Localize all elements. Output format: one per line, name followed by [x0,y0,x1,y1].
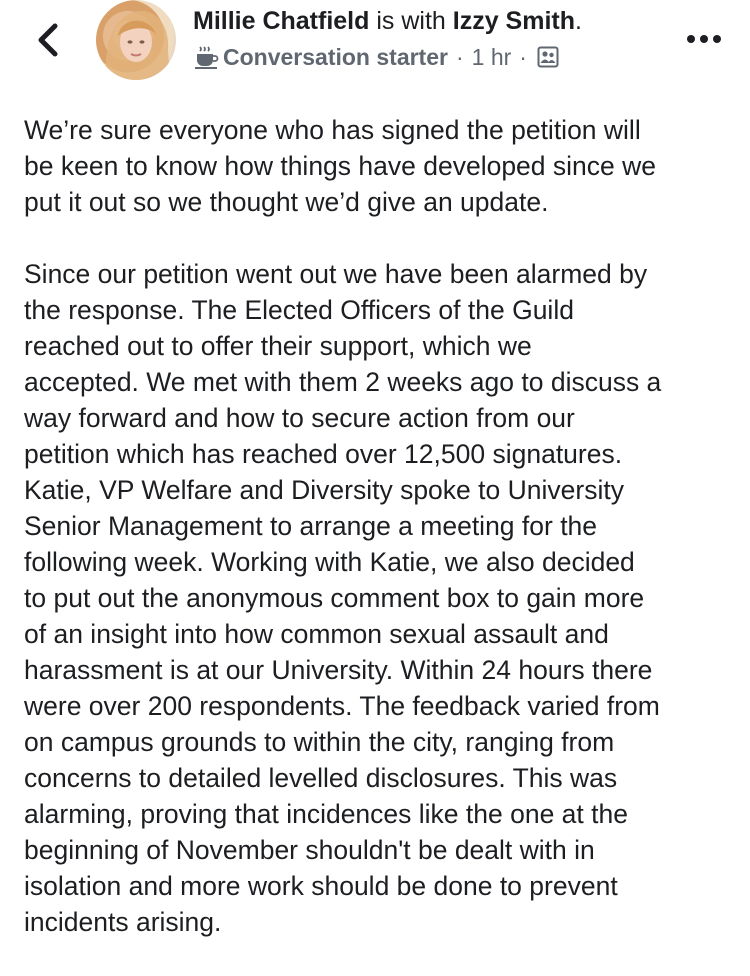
author-name[interactable]: Millie Chatfield [193,7,370,35]
tagged-name[interactable]: Izzy Smith [452,7,576,35]
badge-label: Conversation starter [223,43,448,70]
avatar-image [96,0,176,80]
with-text: is with [369,7,453,35]
author-avatar[interactable] [96,0,176,80]
post-paragraph-2: Since our petition went out we have been alarmed by the response. The Elected Officers of the Guild reached out to offer their support, which we accepted. We met with them 2 weeks ago to discuss a way forward and how to secure action from our petition which has reached over 12,500 signatures. Katie, VP Welfare and Diversity spoke to University Senior Management to arrange a meeting for the following week. Working with Katie, we also decided to put out the anonymous comment box to gain more of an insight into how common sexual assault and harassment is at our University. Within 24 hours there were over 200 respondents. The feedback varied from on campus grounds to within the city, ranging from concerns to detailed levelled disclosures. This was alarming, proving that incidences like the one at the beginning of November shouldn't be dealt with in isolation and more work should be done to prevent incidents arising. [24,259,662,937]
separator-dot: · [455,43,464,70]
post-time[interactable]: 1 hr [471,43,512,70]
coffee-cup-icon [193,44,219,70]
post-paragraph-1: We’re sure everyone who has signed the petition will be keen to know how things have developed since we put it out so we thought we’d give an update. [24,115,657,217]
post-header [0,0,750,90]
more-options-button[interactable] [684,24,724,54]
more-dots-icon [686,34,722,44]
separator-dot-2: · [519,43,527,70]
post-meta [193,42,559,72]
author-line [193,6,582,36]
post-body [24,112,736,976]
tagged-suffix: . [575,7,582,35]
group-audience-icon[interactable] [537,46,559,68]
chevron-left-icon [36,22,60,58]
back-button[interactable] [30,20,66,60]
